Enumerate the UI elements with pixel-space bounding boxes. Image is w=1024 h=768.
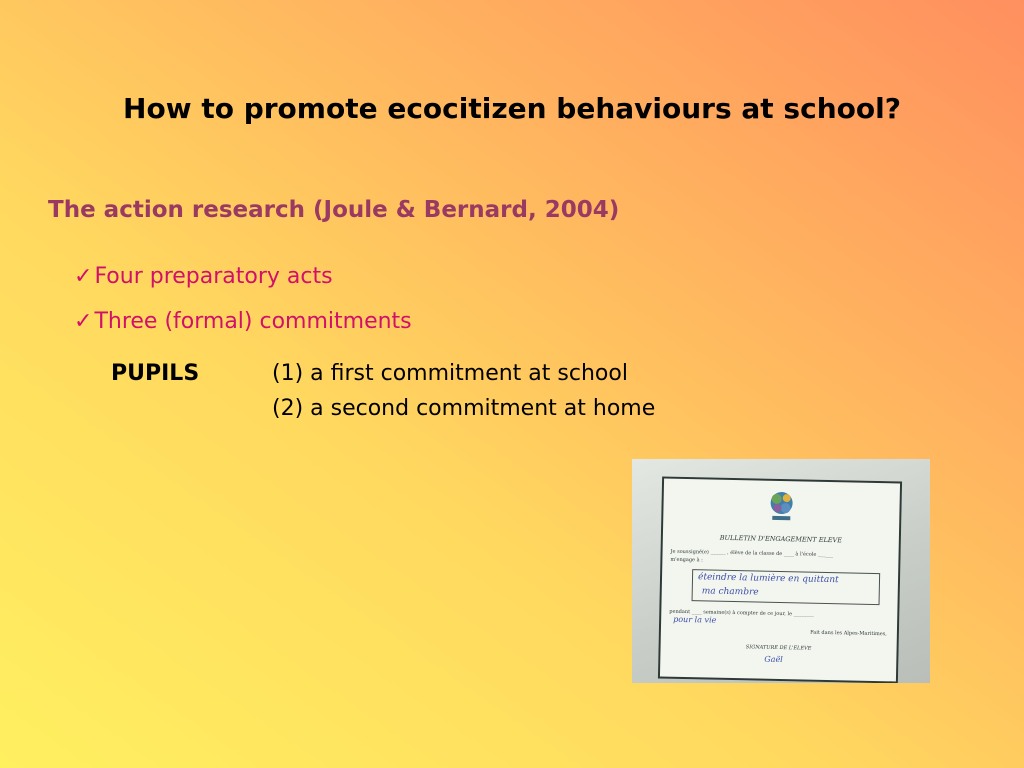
handwriting-line-1: éteindre la lumière en quittant	[697, 572, 839, 586]
commitment-school: (1) a first commitment at school	[272, 361, 628, 386]
pupils-label: PUPILS	[111, 361, 200, 386]
checkmark-icon: ✓	[74, 309, 93, 334]
form-signature-label: SIGNATURE DE L'ELEVE	[745, 644, 812, 652]
commitment-home: (2) a second commitment at home	[272, 396, 656, 421]
bullet-text: Four preparatory acts	[94, 264, 333, 289]
bullet-text: Three (formal) commitments	[94, 309, 412, 334]
handwriting-signature: Gaël	[764, 654, 783, 665]
handwriting-line-2: ma chambre	[701, 586, 759, 598]
checkmark-icon: ✓	[74, 264, 93, 289]
form-line-commit: m'engage à :	[670, 556, 703, 564]
form-line-duration: pendant ____ semaine(s) à compter de ce jour, le ________	[669, 608, 814, 618]
commitment-form-card	[658, 477, 902, 683]
bullet-formal-commitments	[74, 309, 412, 334]
form-line-name: Je soussigné(e) ______ , élève de la classe de ____ à l'école ______	[670, 548, 833, 559]
school-logo-icon	[767, 489, 796, 524]
form-line-place: Fait dans les Alpes-Maritimes,	[810, 629, 887, 638]
slide-title: How to promote ecocitizen behaviours at school?	[123, 92, 901, 125]
handwriting-duration: pour la vie	[673, 614, 717, 625]
bullet-preparatory-acts	[74, 264, 333, 289]
slide-subtitle: The action research (Joule & Bernard, 2004)	[48, 197, 620, 223]
commitment-form-photo	[632, 459, 930, 683]
form-title: BULLETIN D'ENGAGEMENT ELEVE	[719, 533, 843, 545]
